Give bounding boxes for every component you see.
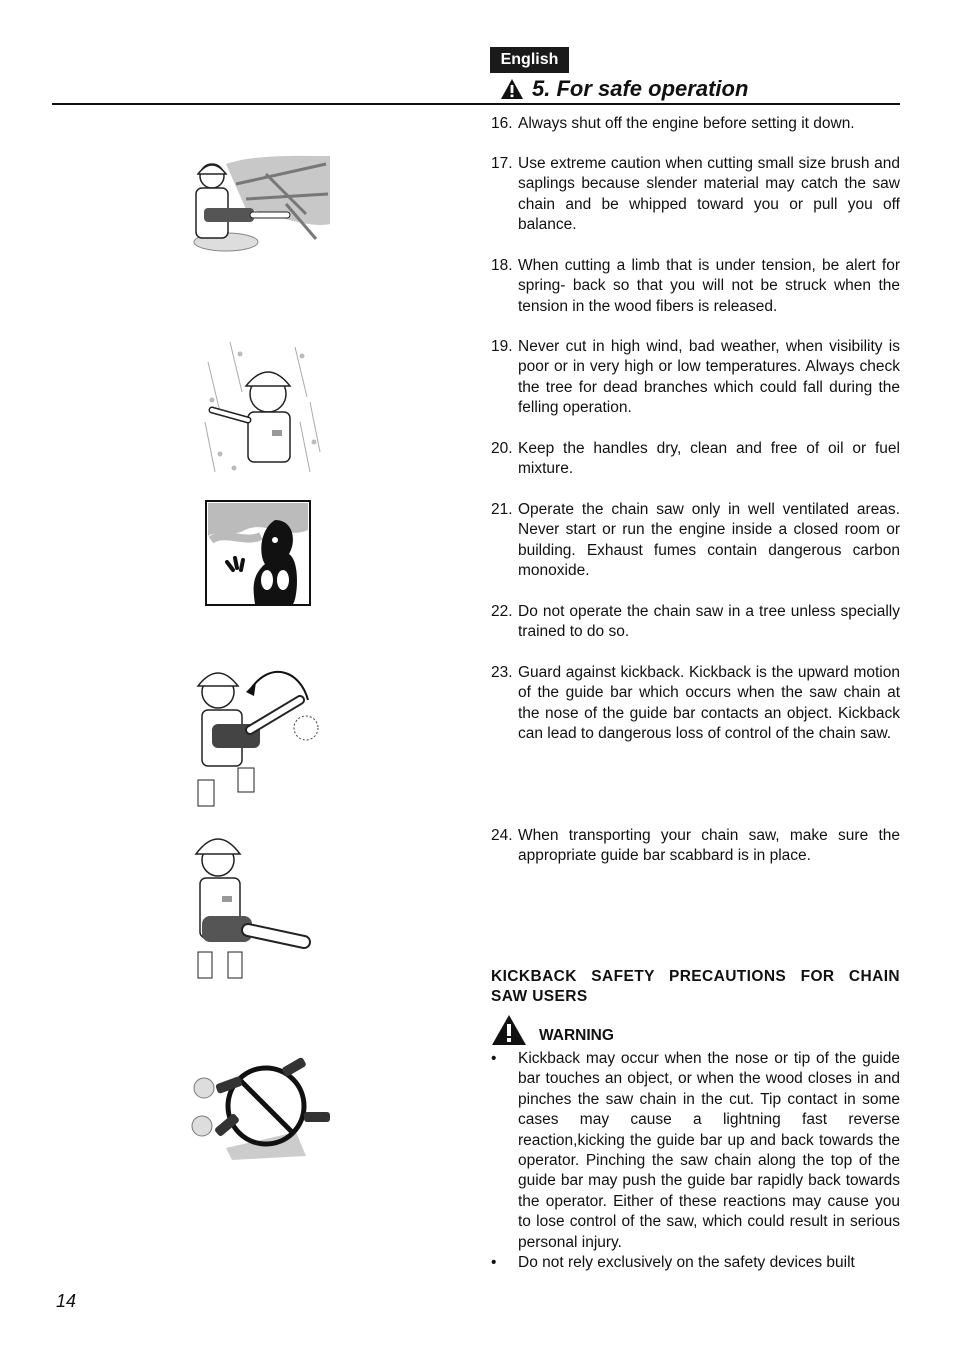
item-text: Do not operate the chain saw in a tree unless specially trained to do so.	[518, 603, 900, 641]
safety-item-23	[491, 663, 900, 745]
section-title	[500, 74, 748, 104]
item-text: Guard against kickback. Kickback is the upward motion of the guide bar which occurs when the saw chain at the nose of the guide bar contacts an object. Kickback can lead to dangerous loss of control of the chain saw.	[518, 664, 900, 743]
item-text: Keep the handles dry, clean and free of oil or fuel mixture.	[518, 440, 900, 478]
safety-item-24	[491, 826, 900, 867]
kickback-bullet	[491, 1049, 900, 1253]
kickback-zones-illustration	[186, 1052, 342, 1160]
warning-text: WARNING	[539, 1027, 614, 1044]
safety-item-18	[491, 256, 900, 317]
item-number: 18.	[491, 257, 513, 274]
bullet-text: Kickback may occur when the nose or tip of the guide bar touches an object, or when the wood closes in and pinches the saw chain in the cut. Tip contact in some cases may cause a lightning fast reverse reaction,kicking the guide bar up and back towards the operator. Pinching the saw chain along the top of the guide bar may push the guide bar rapidly back towards the operator. Either of these reactions may cause you to lose control of the saw, which could result in serious personal injury.	[518, 1050, 900, 1251]
safety-item-21	[491, 500, 900, 582]
item-number: 21.	[491, 501, 513, 518]
item-number: 16.	[491, 115, 513, 132]
language-tab: English	[490, 47, 569, 73]
bullet-dot: •	[491, 1050, 497, 1067]
item-text: Use extreme caution when cutting small size brush and saplings because slender material may catch the saw chain and be whipped toward you or pull you off balance.	[518, 155, 900, 234]
item-number: 23.	[491, 664, 513, 681]
header-rule	[52, 103, 900, 105]
kickback-heading: KICKBACK SAFETY PRECAUTIONS FOR CHAIN SAW USERS	[491, 968, 900, 1006]
page-number: 14	[56, 1291, 77, 1311]
safety-item-17	[491, 154, 900, 236]
item-number: 17.	[491, 155, 513, 172]
kickback-bullet	[491, 1253, 900, 1273]
safety-item-20	[491, 439, 900, 480]
bullet-text: Do not rely exclusively on the safety devices built	[518, 1254, 855, 1271]
warning-triangle-icon	[491, 1014, 527, 1046]
exhaust-fumes-warning-illustration	[205, 500, 311, 606]
worker-in-rain-illustration	[200, 342, 325, 478]
item-text: When cutting a limb that is under tension, be alert for spring- back so that you will not be struck when the tension in the wood fibers is released.	[518, 257, 900, 315]
safety-item-19	[491, 337, 900, 419]
item-number: 24.	[491, 827, 513, 844]
item-number: 22.	[491, 603, 513, 620]
warning-label	[491, 1012, 614, 1046]
item-text: Operate the chain saw only in well ventilated areas. Never start or run the engine inside a closed room or building. Exhaust fumes contain dangerous carbon monoxide.	[518, 501, 900, 580]
item-number: 19.	[491, 338, 513, 355]
section-title-text: 5. For safe operation	[532, 76, 749, 101]
kickback-worker-illustration	[190, 660, 325, 808]
warning-triangle-icon	[500, 78, 524, 100]
safety-item-16	[491, 114, 900, 134]
bullet-dot: •	[491, 1254, 497, 1271]
worker-cutting-brush-illustration	[186, 154, 332, 252]
item-number: 20.	[491, 440, 513, 457]
worker-carrying-saw-illustration	[188, 826, 312, 982]
item-text: Never cut in high wind, bad weather, when visibility is poor or in very high or low temperatures. Always check the tree for dead branches which could fall during the felling operation.	[518, 338, 900, 417]
safety-item-22	[491, 602, 900, 643]
item-text: Always shut off the engine before setting it down.	[518, 115, 855, 132]
item-text: When transporting your chain saw, make sure the appropriate guide bar scabbard is in place.	[518, 827, 900, 865]
